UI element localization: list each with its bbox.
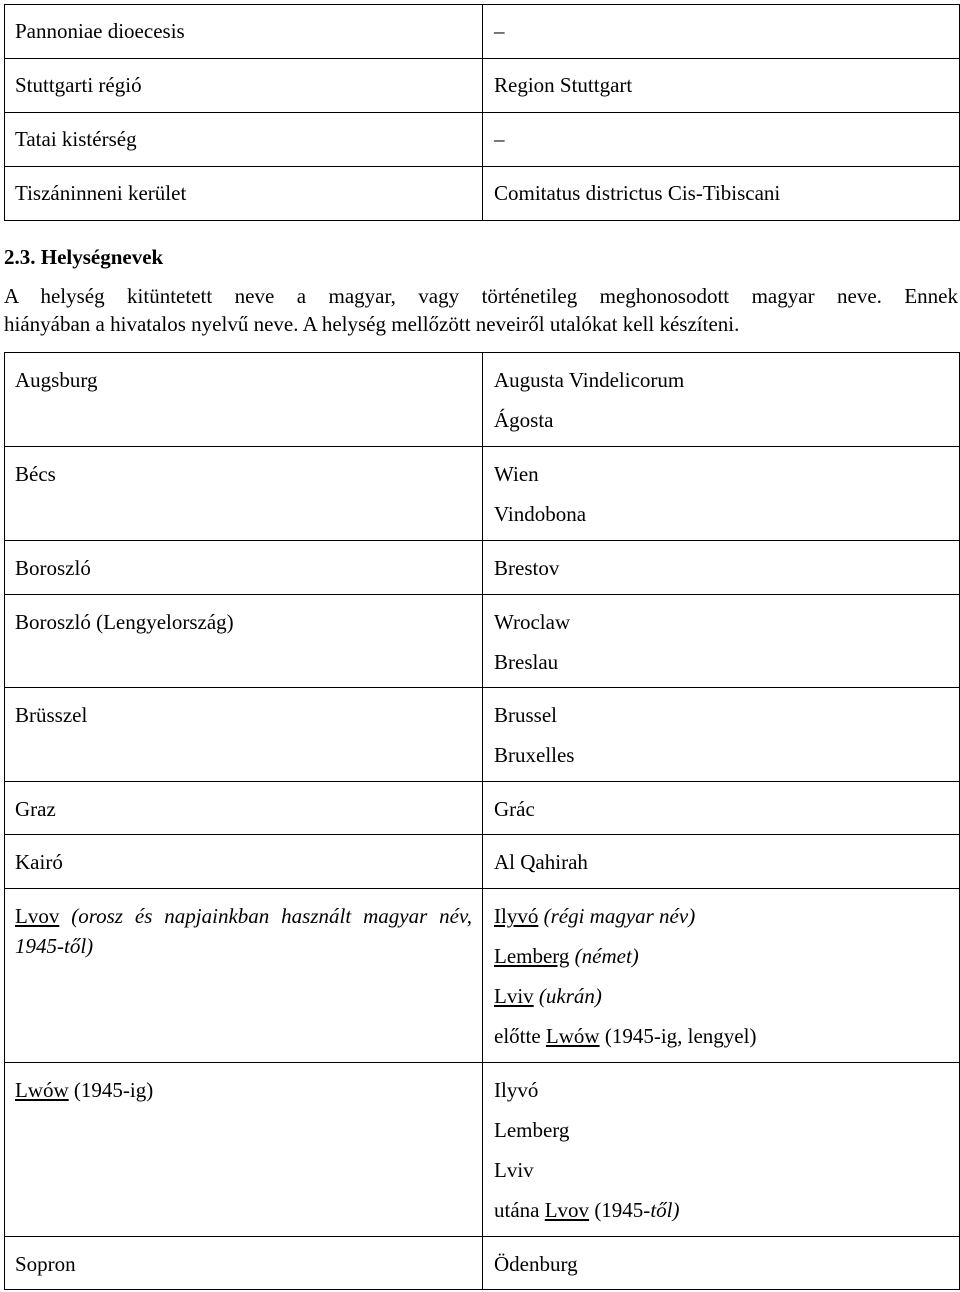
table-row bbox=[5, 688, 960, 782]
section-heading: 2.3. Helységnevek bbox=[4, 245, 164, 269]
cell-left: Stuttgarti régió bbox=[5, 59, 483, 113]
variant-name: Ilyvó bbox=[494, 1078, 539, 1102]
variant-name: Vindobona bbox=[494, 502, 587, 526]
cell-right bbox=[483, 1237, 960, 1290]
variant-note-italic: től) bbox=[650, 1198, 680, 1222]
cell-left: Pannoniae dioecesis bbox=[5, 5, 483, 59]
variant-name: Bruxelles bbox=[494, 743, 575, 767]
table-row bbox=[5, 167, 960, 221]
variant-name: Lemberg bbox=[494, 1118, 570, 1142]
cell-right bbox=[483, 541, 960, 595]
place-name: Augsburg bbox=[15, 368, 98, 392]
cell-right: Region Stuttgart bbox=[483, 59, 960, 113]
variant-name: Brussel bbox=[494, 703, 557, 727]
place-name: Kairó bbox=[15, 850, 63, 874]
table-row bbox=[5, 59, 960, 113]
place-note: (orosz és napjainkban használt magyar név, 1945-től) bbox=[15, 904, 472, 958]
cell-left bbox=[5, 889, 483, 1063]
cell-left bbox=[5, 688, 483, 782]
variant-name bbox=[494, 1190, 949, 1230]
variant-name: Grác bbox=[494, 797, 535, 821]
variant-note: (ukrán) bbox=[538, 984, 602, 1008]
variant-name: Lviv bbox=[494, 1158, 534, 1182]
variant-name bbox=[494, 976, 949, 1016]
cell-right: Comitatus districtus Cis-Tibiscani bbox=[483, 167, 960, 221]
cell-left bbox=[5, 782, 483, 835]
variant-note: (német) bbox=[574, 944, 639, 968]
cell-right bbox=[483, 835, 960, 889]
variant-link: Ilyvó bbox=[494, 904, 539, 928]
paragraph-line: hiányában a hivatalos nyelvű neve. A helység mellőzött neveiről utalókat kell készíteni. bbox=[4, 312, 740, 336]
table-row bbox=[5, 541, 960, 595]
table-row bbox=[5, 835, 960, 889]
place-name: Boroszló bbox=[15, 556, 91, 580]
variant-link: Lemberg bbox=[494, 944, 570, 968]
table-row bbox=[5, 353, 960, 447]
place-link: Lvov bbox=[15, 904, 60, 928]
place-note: (1945-ig) bbox=[73, 1078, 154, 1102]
cell-right bbox=[483, 353, 960, 447]
cell-left bbox=[5, 1237, 483, 1290]
cell-right bbox=[483, 595, 960, 688]
top-table bbox=[4, 4, 960, 221]
cell-left bbox=[5, 353, 483, 447]
variant-prefix: utána bbox=[494, 1198, 540, 1222]
variant-name bbox=[494, 1016, 949, 1056]
table-row bbox=[5, 447, 960, 541]
cell-left bbox=[5, 1063, 483, 1237]
paragraph-line: A helység kitüntetett neve a magyar, vagy történetileg meghonosodott magyar neve. Ennek bbox=[4, 284, 958, 308]
variant-note: (régi magyar név) bbox=[543, 904, 696, 928]
cell-left bbox=[5, 595, 483, 688]
section-paragraph bbox=[4, 282, 958, 338]
cell-left bbox=[5, 835, 483, 889]
cell-right bbox=[483, 447, 960, 541]
cell-right bbox=[483, 782, 960, 835]
variant-link: Lviv bbox=[494, 984, 534, 1008]
places-table bbox=[4, 352, 960, 1290]
variant-link: Lvov bbox=[544, 1198, 590, 1222]
place-name: Sopron bbox=[15, 1252, 76, 1276]
cell-right bbox=[483, 688, 960, 782]
place-link: Lwów bbox=[15, 1078, 69, 1102]
variant-name bbox=[494, 896, 949, 936]
cell-right bbox=[483, 1063, 960, 1237]
place-name: Boroszló (Lengyelország) bbox=[15, 610, 234, 634]
variant-name: Wroclaw bbox=[494, 610, 571, 634]
variant-link: Lwów bbox=[545, 1024, 600, 1048]
variant-name: Augusta Vindelicorum bbox=[494, 368, 685, 392]
variant-name: Breslau bbox=[494, 650, 559, 674]
table-row bbox=[5, 113, 960, 167]
cell-left: Tatai kistérség bbox=[5, 113, 483, 167]
place-name bbox=[15, 896, 472, 961]
variant-name: Al Qahirah bbox=[494, 850, 588, 874]
variant-name: Ágosta bbox=[494, 408, 554, 432]
cell-left: Tiszáninneni kerület bbox=[5, 167, 483, 221]
cell-right: – bbox=[483, 5, 960, 59]
variant-name: Wien bbox=[494, 462, 539, 486]
variant-name bbox=[494, 936, 949, 976]
place-name bbox=[15, 1070, 472, 1110]
place-name: Bécs bbox=[15, 462, 56, 486]
variant-note: (1945-ig, lengyel) bbox=[604, 1024, 757, 1048]
variant-prefix: előtte bbox=[494, 1024, 541, 1048]
place-name: Brüsszel bbox=[15, 703, 88, 727]
place-name: Graz bbox=[15, 797, 56, 821]
table-row bbox=[5, 782, 960, 835]
table-row bbox=[5, 5, 960, 59]
cell-right bbox=[483, 889, 960, 1063]
cell-left bbox=[5, 447, 483, 541]
table-row bbox=[5, 1237, 960, 1290]
cell-right: – bbox=[483, 113, 960, 167]
table-row bbox=[5, 1063, 960, 1237]
cell-left bbox=[5, 541, 483, 595]
table-row bbox=[5, 889, 960, 1063]
variant-name: Brestov bbox=[494, 556, 560, 580]
variant-note: (1945- bbox=[594, 1198, 651, 1222]
table-row bbox=[5, 595, 960, 688]
variant-name: Ödenburg bbox=[494, 1252, 578, 1276]
